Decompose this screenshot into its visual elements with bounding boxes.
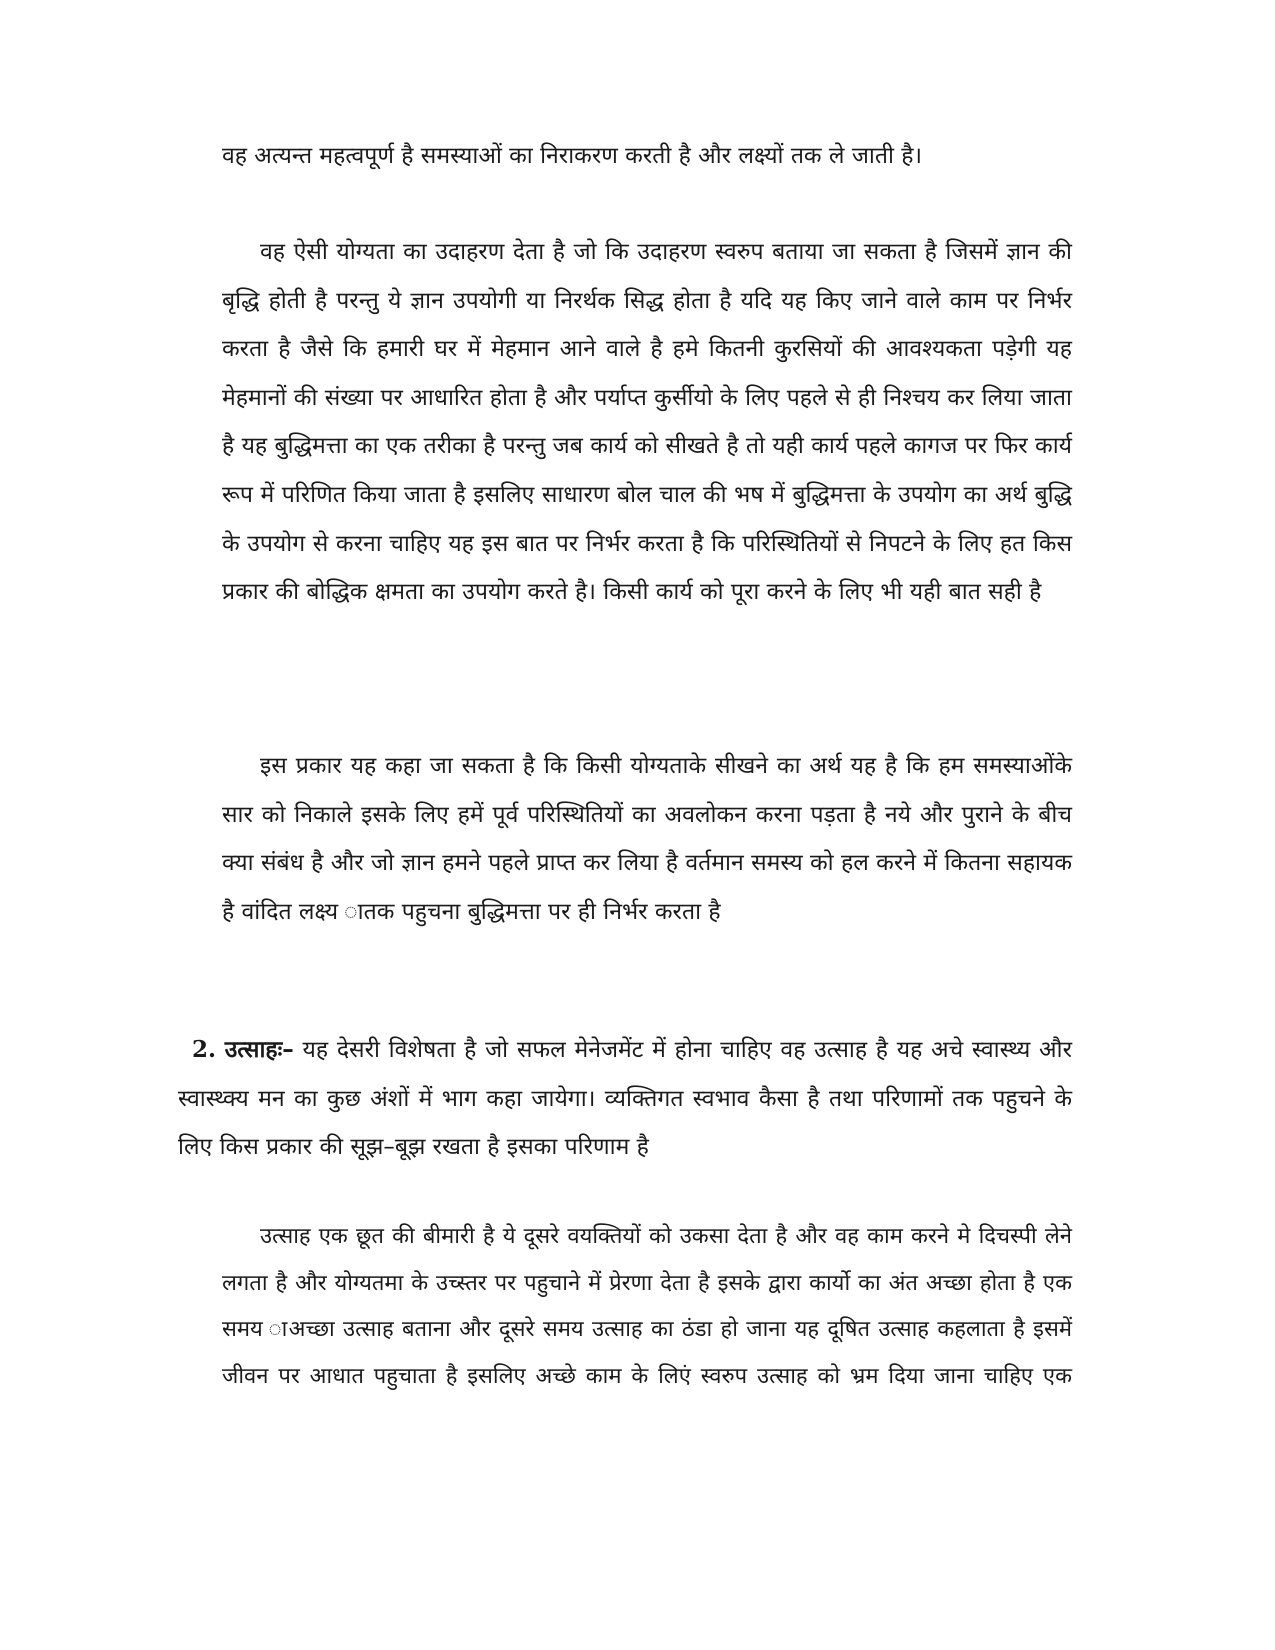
- section-2: [178, 1026, 1072, 1172]
- section-2-number: 2.: [192, 1036, 217, 1063]
- paragraph-3-text: इस प्रकार यह कहा जा सकता है कि किसी योग्यताके सीखने का अर्थ यह है कि हम समस्याओंके सार को निकाले इसके लिए हमें पूर्व परिस्थितियों का अवलोकन करना पड़ता है नये और पुराने के बीच क्या संबंध है और जो ज्ञान हमने पहले प्राप्त कर लिया है वर्तमान समस्य को हल करने में कितना सहायक है वांदित लक्ष्य ातक पहुचना बुद्धिमत्ता पर ही निर्भर करता है: [222, 753, 1072, 925]
- paragraph-1: [222, 132, 1072, 181]
- paragraph-2-text: वह ऐसी योग्यता का उदाहरण देता है जो कि उदाहरण स्वरुप बताया जा सकता है जिसमें ज्ञान की बृद्धि होती है परन्तु ये ज्ञान उपयोगी या निरर्थक सिद्ध होता है यदि यह किए जाने वाले काम पर निर्भर करता है जैसे कि हमारी घर में मेहमान आने वाले है हमे कितनी कुरसियों की आवश्यकता पड़ेगी यह मेहमानों की संख्या पर आधारित होता है और पर्याप्त कुर्सीयो के लिए पहले से ही निश्चय कर लिया जाता है यह बुद्धिमत्ता का एक तरीका है परन्तु जब कार्य को सीखते है तो यही कार्य पहले कागज पर फिर कार्य रूप में परिणित किया जाता है इसलिए साधारण बोल चाल की भष में बुद्धिमत्ता के उपयोग का अर्थ बुद्धि के उपयोग से करना चाहिए यह इस बात पर निर्भर करता है कि परिस्थितियों से निपटने के लिए हत किस प्रकार की बोद्धिक क्षमता का उपयोग करते है। किसी कार्य को पूरा करने के लिए भी यही बात सही है: [222, 239, 1072, 606]
- paragraph-1-text: वह अत्यन्त महत्वपूर्ण है समस्याओं का निराकरण करती है और लक्ष्यों तक ले जाती है।: [222, 143, 923, 169]
- section-2-text: यह देसरी विशेषता है जो सफल मेनेजमेंट में होना चाहिए वह उत्साह है यह अचे स्वास्थ्य और स्वास्थ्क्य मन का कुछ अंशों में भाग कहा जायेगा। व्यक्तिगत स्वभाव कैसा है तथा परिणामों तक पहुचने के लिए किस प्रकार की सूझ–बूझ रखता है इसका परिणाम है: [178, 1037, 1072, 1161]
- section-2-intro: [178, 1026, 1072, 1172]
- paragraph-2: [222, 228, 1072, 617]
- section-2-paragraph-2-text: उत्साह एक छूत की बीमारी है ये दूसरे वयक्तियों को उकसा देता है और वह काम करने मे दिचस्पी लेने लगता है और योग्यतमा के उच्स्तर पर पहुचाने में प्रेरणा देता है इसके द्वारा कार्यो का अंत अच्छा होता है एक समय ाअच्छा उत्साह बताना और दूसरे समय उत्साह का ठंडा हो जाना यह दूषित उत्साह कहलाता है इसमें जीवन पर आधात पहुचाता है इसलिए अच्छे काम के लिएं स्वरुप उत्साह को भ्रम दिया जाना चाहिए एक: [222, 1224, 1072, 1389]
- section-2-paragraph-2: [222, 1214, 1072, 1400]
- paragraph-3: [222, 742, 1072, 936]
- section-2-heading: उत्साहः–: [224, 1037, 294, 1063]
